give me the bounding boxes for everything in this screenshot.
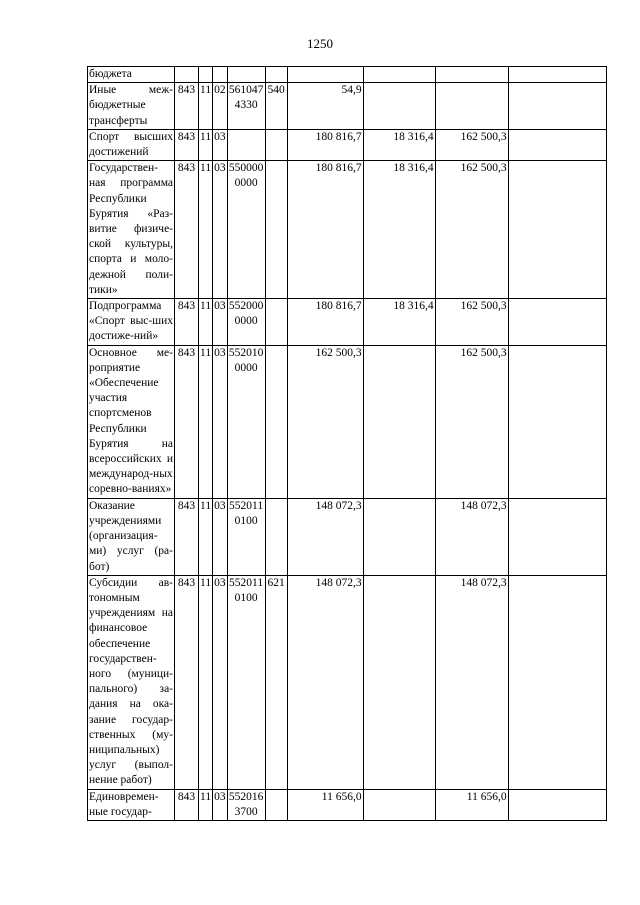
cell-expense: 621 (265, 575, 287, 789)
cell-federal (363, 575, 435, 789)
cell-subsection: 03 (213, 345, 228, 498)
cell-expense (265, 345, 287, 498)
cell-subsection: 03 (213, 789, 228, 820)
cell-regional: 162 500,3 (435, 129, 508, 160)
cell-section: 11 (199, 345, 213, 498)
cell-section: 11 (199, 498, 213, 575)
cell-subsection: 03 (213, 299, 228, 346)
cell-target: 5610474330 (227, 83, 265, 130)
cell-federal (363, 789, 435, 820)
cell-target (227, 67, 265, 83)
cell-total: 54,9 (287, 83, 363, 130)
cell-expense (265, 299, 287, 346)
cell-total: 11 656,0 (287, 789, 363, 820)
budget-table (87, 66, 607, 821)
cell-subsection (213, 67, 228, 83)
cell-ministry (175, 67, 199, 83)
cell-target (227, 129, 265, 160)
cell-expense (265, 129, 287, 160)
cell-extra (508, 789, 606, 820)
cell-section: 11 (199, 129, 213, 160)
cell-name: бюджета (88, 67, 175, 83)
cell-name: Иные меж-бюджетные трансферты (88, 83, 175, 130)
cell-federal: 18 316,4 (363, 299, 435, 346)
cell-regional: 162 500,3 (435, 299, 508, 346)
cell-name: Субсидии ав-тономным учреждениям на финансовое обеспечение государствен-ного (муници-пального) за-дания на ока-зание государ-ственных (му-ниципальных) услуг (выпол-нение работ) (88, 575, 175, 789)
cell-federal (363, 498, 435, 575)
cell-extra (508, 83, 606, 130)
cell-ministry: 843 (175, 299, 199, 346)
cell-section: 11 (199, 575, 213, 789)
table-row (88, 498, 607, 575)
cell-section: 11 (199, 299, 213, 346)
table-row (88, 299, 607, 346)
table-row (88, 575, 607, 789)
cell-extra (508, 498, 606, 575)
cell-ministry: 843 (175, 575, 199, 789)
cell-name: Государствен-ная программа Республики Бурятия «Раз-витие физиче-ской культуры, спорта и моло-дежной поли-тики» (88, 161, 175, 299)
cell-target: 5520100000 (227, 345, 265, 498)
cell-federal: 18 316,4 (363, 161, 435, 299)
cell-subsection: 03 (213, 575, 228, 789)
cell-expense (265, 161, 287, 299)
cell-section: 11 (199, 83, 213, 130)
cell-regional (435, 83, 508, 130)
cell-expense (265, 789, 287, 820)
page-number: 1250 (307, 36, 333, 51)
cell-extra (508, 129, 606, 160)
cell-expense (265, 498, 287, 575)
cell-ministry: 843 (175, 789, 199, 820)
cell-regional: 11 656,0 (435, 789, 508, 820)
cell-federal (363, 345, 435, 498)
cell-subsection: 02 (213, 83, 228, 130)
cell-regional: 162 500,3 (435, 345, 508, 498)
cell-total: 148 072,3 (287, 575, 363, 789)
cell-total: 180 816,7 (287, 299, 363, 346)
cell-section: 11 (199, 789, 213, 820)
table-row (88, 83, 607, 130)
cell-total: 148 072,3 (287, 498, 363, 575)
cell-federal (363, 83, 435, 130)
cell-target: 5500000000 (227, 161, 265, 299)
cell-subsection: 03 (213, 129, 228, 160)
cell-total: 180 816,7 (287, 161, 363, 299)
cell-expense: 540 (265, 83, 287, 130)
cell-regional: 148 072,3 (435, 498, 508, 575)
cell-name: Единовремен-ные государ- (88, 789, 175, 820)
table-row (88, 161, 607, 299)
cell-total (287, 67, 363, 83)
cell-ministry: 843 (175, 161, 199, 299)
cell-extra (508, 67, 606, 83)
cell-section: 11 (199, 161, 213, 299)
cell-name: Подпрограмма «Спорт выс-ших достиже-ний» (88, 299, 175, 346)
cell-ministry: 843 (175, 83, 199, 130)
cell-subsection: 03 (213, 161, 228, 299)
cell-name: Спорт высших достижений (88, 129, 175, 160)
cell-extra (508, 345, 606, 498)
cell-total: 180 816,7 (287, 129, 363, 160)
cell-extra (508, 575, 606, 789)
cell-section (199, 67, 213, 83)
table-row (88, 789, 607, 820)
cell-target: 5520163700 (227, 789, 265, 820)
cell-federal: 18 316,4 (363, 129, 435, 160)
table-body (88, 67, 607, 821)
cell-total: 162 500,3 (287, 345, 363, 498)
cell-subsection: 03 (213, 498, 228, 575)
cell-name: Основное ме-роприятие «Обеспечение участия спортсменов Республики Бурятия на всероссийских и международ-ных соревно-ваниях» (88, 345, 175, 498)
cell-ministry: 843 (175, 129, 199, 160)
cell-target: 5520110100 (227, 498, 265, 575)
cell-target: 5520110100 (227, 575, 265, 789)
cell-ministry: 843 (175, 345, 199, 498)
cell-ministry: 843 (175, 498, 199, 575)
cell-target: 5520000000 (227, 299, 265, 346)
cell-regional: 162 500,3 (435, 161, 508, 299)
cell-regional (435, 67, 508, 83)
cell-extra (508, 161, 606, 299)
table-row (88, 67, 607, 83)
table-row (88, 345, 607, 498)
cell-name: Оказание учреждениями (организация-ми) услуг (ра-бот) (88, 498, 175, 575)
cell-extra (508, 299, 606, 346)
cell-regional: 148 072,3 (435, 575, 508, 789)
cell-expense (265, 67, 287, 83)
table-row (88, 129, 607, 160)
cell-federal (363, 67, 435, 83)
